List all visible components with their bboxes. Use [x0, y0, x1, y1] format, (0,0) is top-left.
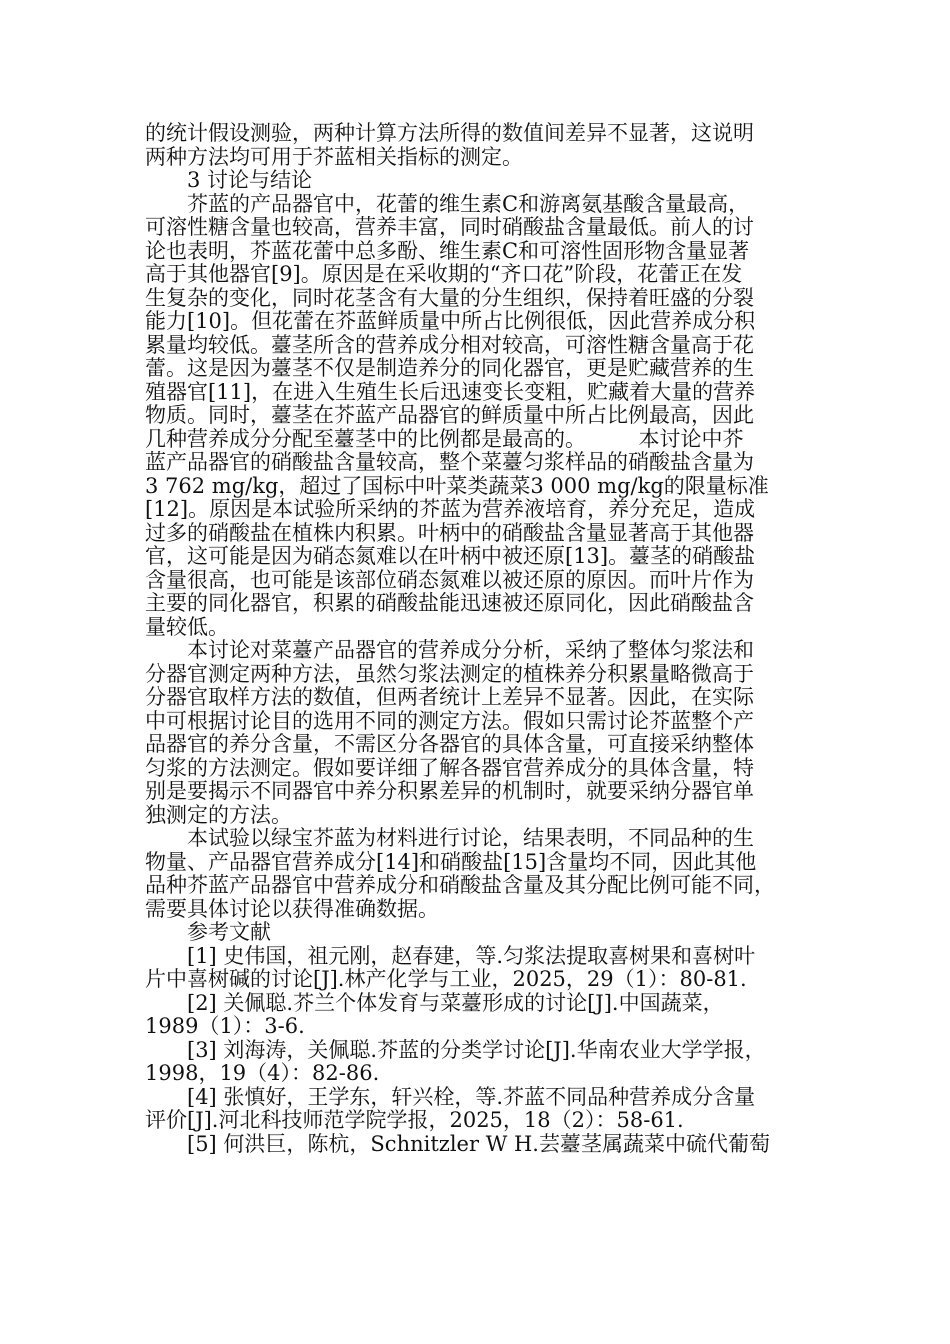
text-line: 物量、产品器官营养成分[14]和硝酸盐[15]含量均不同，因此其他 — [145, 849, 757, 874]
text-line: 分器官取样方法的数值，但两者统计上差异不显著。因此，在实际 — [145, 685, 754, 709]
text-line: 蓝产品器官的硝酸盐含量较高，整个菜薹匀浆样品的硝酸盐含量为 — [145, 450, 754, 474]
text-line: 生复杂的变化，同时花茎含有大量的分生组织，保持着旺盛的分裂 — [145, 285, 754, 310]
text-line: 可溶性糖含量也较高，营养丰富，同时硝酸盐含量最低。前人的讨 — [145, 215, 754, 239]
text-line: 能力[10]。但花蕾在芥蓝鲜质量中所占比例很低，因此营养成分积 — [145, 309, 756, 333]
document-page — [145, 122, 805, 1156]
text-line: 参考文献 — [187, 920, 271, 944]
text-line: [1] 史伟国，祖元刚，赵春建，等.匀浆法提取喜树果和喜树叶 — [187, 943, 756, 968]
text-line: 需要具体讨论以获得准确数据。 — [145, 896, 439, 921]
text-line: 中可根据讨论目的选用不同的测定方法。假如只需讨论芥蓝整个产 — [145, 708, 754, 733]
text-line: 主要的同化器官，积累的硝酸盐能迅速被还原同化，因此硝酸盐含 — [145, 591, 754, 615]
text-line: [2] 关佩聪.芥兰个体发育与菜薹形成的讨论[J].中国蔬菜， — [187, 990, 724, 1015]
text-line: 蕾。这是因为薹茎不仅是制造养分的同化器官，更是贮藏营养的生 — [145, 356, 754, 380]
text-line: [5] 何洪巨，陈杭，Schnitzler W H.芸薹茎属蔬菜中硫代葡萄 — [187, 1131, 770, 1156]
text-line: [12]。原因是本试验所采纳的芥蓝为营养液培育，养分充足，造成 — [145, 497, 756, 521]
text-line: 品种芥蓝产品器官中营养成分和硝酸盐含量及其分配比例可能不同， — [145, 873, 775, 897]
text-line: 品器官的养分含量，不需区分各器官的具体含量，可直接采纳整体 — [145, 732, 754, 756]
text-line: 芥蓝的产品器官中，花蕾的维生素C和游离氨基酸含量最高， — [187, 191, 750, 216]
text-line: 别是要揭示不同器官中养分积累差异的机制时，就要采纳分器官单 — [145, 779, 754, 803]
text-line: 论也表明，芥蓝花蕾中总多酚、维生素C和可溶性固形物含量显著 — [145, 238, 750, 263]
text-line: 1989（1）：3-6. — [145, 1014, 305, 1038]
text-line: 殖器官[11]，在进入生殖生长后迅速变长变粗，贮藏着大量的营养 — [145, 379, 756, 404]
text-line: 分器官测定两种方法，虽然匀浆法测定的植株养分积累量略微高于 — [145, 661, 754, 686]
text-line: 匀浆的方法测定。假如要详细了解各器官营养成分的具体含量，特 — [145, 755, 754, 780]
text-line: 1998，19（4）：82-86. — [145, 1061, 380, 1085]
text-line: 高于其他器官[9]。原因是在采收期的“齐口花”阶段，花蕾正在发 — [145, 262, 743, 286]
text-line: 本讨论对菜薹产品器官的营养成分分析，采纳了整体匀浆法和 — [187, 638, 754, 662]
text-line: 3 讨论与结论 — [187, 168, 313, 192]
text-line: 物质。同时，薹茎在芥蓝产品器官的鲜质量中所占比例最高，因此 — [145, 403, 754, 427]
text-line: 两种方法均可用于芥蓝相关指标的测定。 — [145, 144, 523, 169]
text-line: 3 762 mg/kg，超过了国标中叶菜类蔬菜3 000 mg/kg的限量标准 — [145, 473, 769, 498]
text-line: [3] 刘海涛，关佩聪.芥蓝的分类学讨论[J].华南农业大学学报， — [187, 1037, 766, 1062]
text-line: 本试验以绿宝芥蓝为材料进行讨论，结果表明，不同品种的生 — [187, 826, 754, 850]
text-line: 的统计假设测验，两种计算方法所得的数值间差异不显著，这说明 — [145, 121, 754, 145]
text-line: 几种营养成分分配至薹茎中的比例都是最高的。 本讨论中芥 — [145, 426, 744, 451]
text-line: 累量均较低。薹茎所含的营养成分相对较高，可溶性糖含量高于花 — [145, 332, 754, 357]
text-line: 评价[J].河北科技师范学院学报，2025，18（2）：58-61. — [145, 1108, 684, 1132]
text-line: 官，这可能是因为硝态氮难以在叶柄中被还原[13]。薹茎的硝酸盐 — [145, 544, 756, 568]
text-line: 过多的硝酸盐在植株内积累。叶柄中的硝酸盐含量显著高于其他器 — [145, 520, 754, 545]
text-line: 独测定的方法。 — [145, 802, 292, 827]
text-line: 含量很高，也可能是该部位硝态氮难以被还原的原因。而叶片作为 — [145, 567, 754, 592]
text-line: 片中喜树碱的讨论[J].林产化学与工业，2025，29（1）：80-81. — [145, 967, 747, 991]
text-line: 量较低。 — [145, 614, 229, 639]
text-line: [4] 张慎好，王学东，轩兴栓，等.芥蓝不同品种营养成分含量 — [187, 1084, 756, 1109]
